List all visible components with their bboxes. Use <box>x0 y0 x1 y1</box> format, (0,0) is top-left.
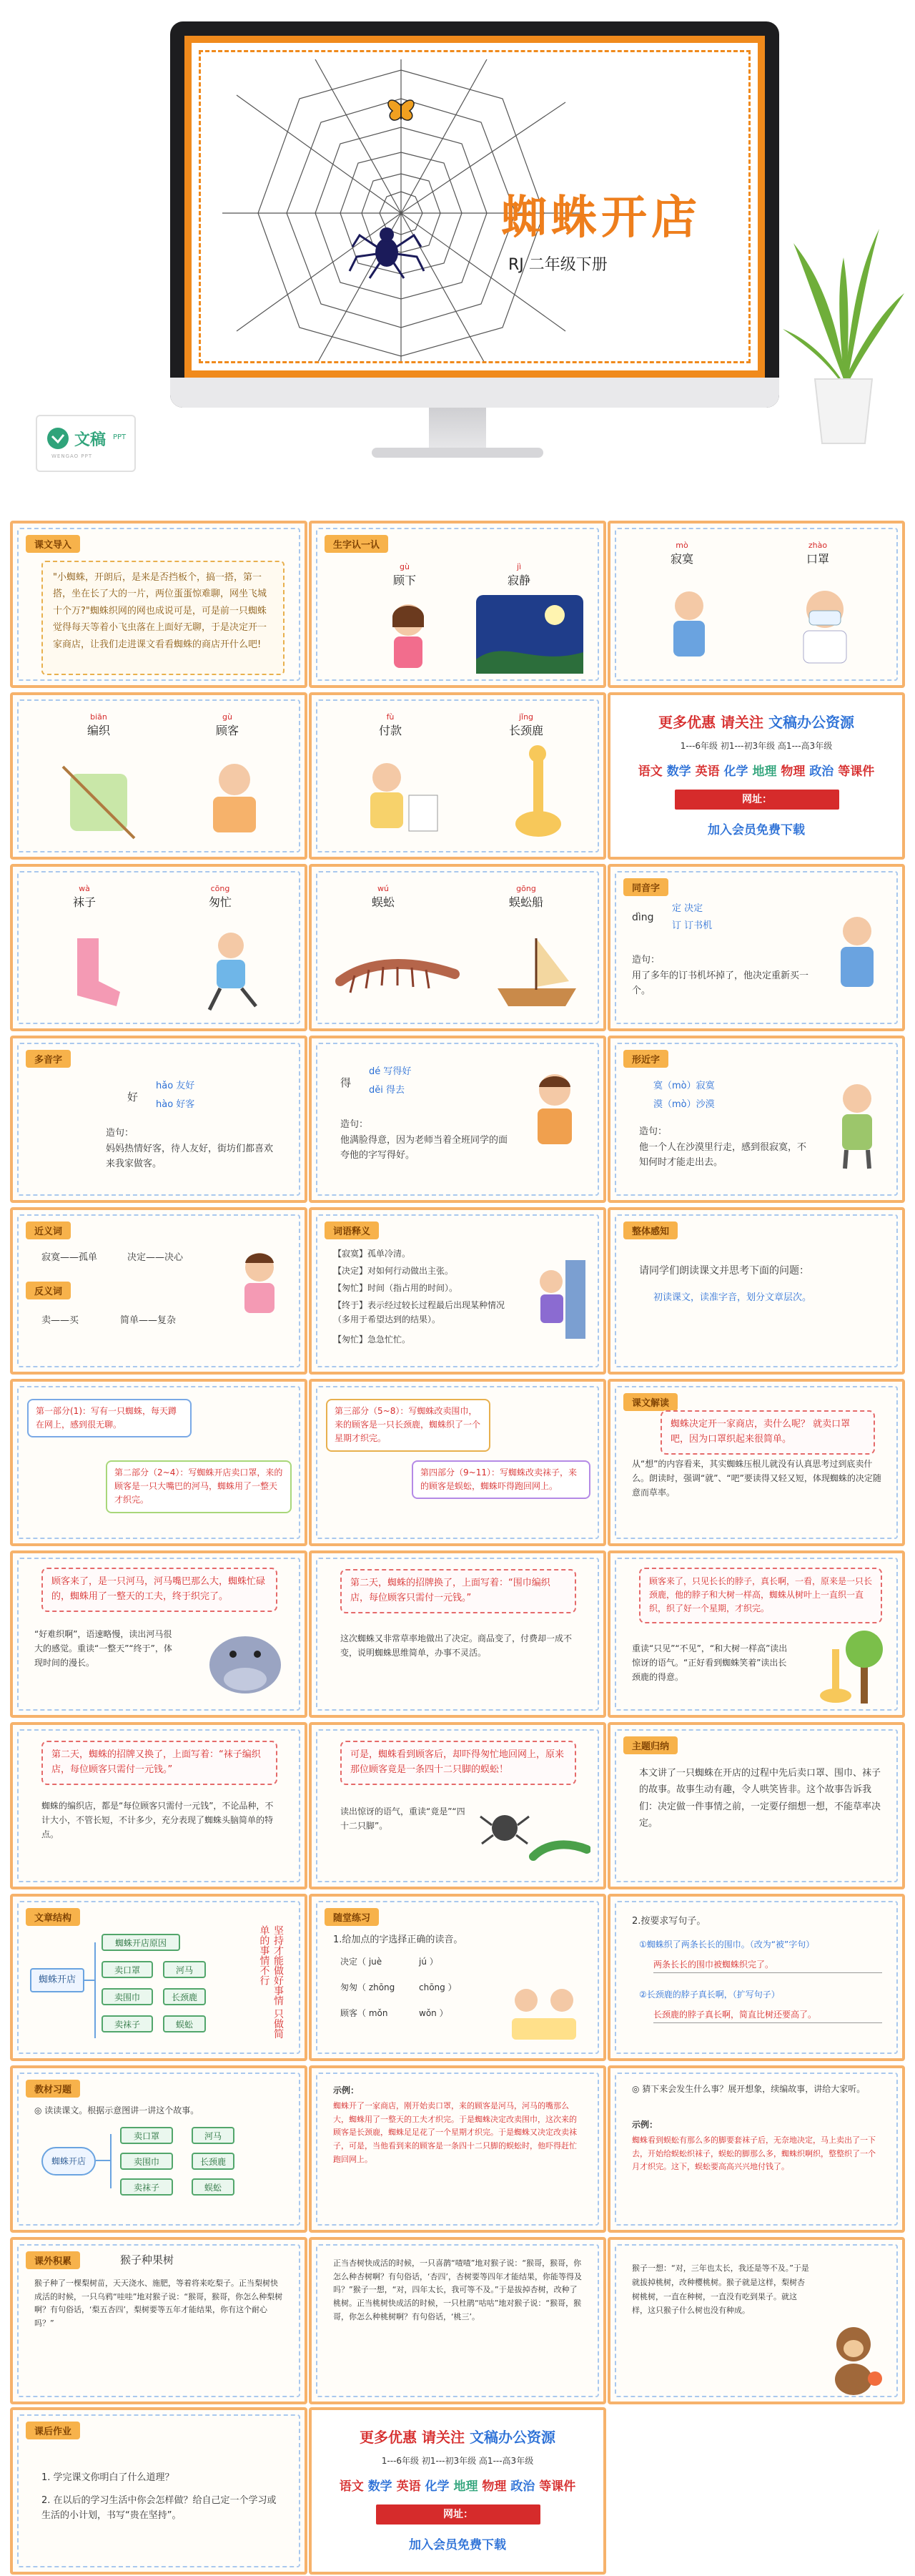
word-label: 寂静 <box>507 574 530 587</box>
meaning-line: 【决定】对如何行动做出主张。 <box>333 1266 454 1276</box>
story-text: 猴子一想：“对，三年也太长，我还是等不及。”于是就拔掉桃树，改种樱桃树。猴子就是这样，梨树杏树桃树，一直在种树，一直没有吃到果子。就这样，这只猴子什么树也没有种成。 <box>632 2263 809 2316</box>
overview-task: 初读课文，读准字音，划分文章层次。 <box>653 1292 812 1303</box>
dragon-boat-illustration <box>490 924 583 1017</box>
structure-node: 长颈鹿 <box>192 2153 234 2170</box>
giraffe-tree-illustration <box>811 1628 889 1706</box>
pinyin-label: gù <box>400 562 410 571</box>
spider-centipede-illustration <box>476 1799 590 1871</box>
night-scene-illustration <box>476 595 583 674</box>
person-walking-illustration <box>526 1253 590 1346</box>
slide-exercise-2 <box>608 1894 905 2061</box>
section-part-2: 第二部分（2~4）：写蜘蛛开店卖口罩，来的顾客是一只大嘴巴的河马，蜘蛛用了一整天才织完。 <box>106 1460 292 1513</box>
word-label: 编织 <box>86 724 110 737</box>
structure-theme: 坚持才能做好事情 只做简单的事情不行 <box>258 1925 284 2039</box>
slide-tag: 近义词 <box>26 1221 71 1239</box>
monitor-base <box>372 448 543 458</box>
monitor-chin <box>170 378 779 408</box>
section-part-4: 第四部分（9~11）：写蜘蛛改卖袜子，来的顾客是蜈蚣，蜘蛛吓得跑回网上。 <box>412 1460 590 1499</box>
slide-theme <box>608 1722 905 1889</box>
structure-node: 卖口罩 <box>120 2127 173 2144</box>
example-text: 蜘蛛看到蜈蚣有那么多的脚要套袜子后，无奈地决定，马上卖出了一下去，开始给蜈蚣织袜子，蜈蚣的脚那么多，蜘蛛织啊织，整整织了一个月才织完。这下，蜈蚣要高高兴兴地付钱了。 <box>632 2135 876 2172</box>
knitting-illustration <box>49 752 149 845</box>
monitor-stand <box>429 408 486 451</box>
slide-tag: 教材习题 <box>26 2080 80 2098</box>
slide-tag: 多音字 <box>26 1050 71 1068</box>
structure-node: 蜈蚣 <box>192 2178 234 2196</box>
slide-sections-1 <box>10 1379 307 1546</box>
pinyin-label: zhào <box>808 541 828 550</box>
lonely-child-illustration <box>639 581 739 667</box>
exercise-question: 2.按要求写句子。 <box>632 1916 706 1927</box>
promo-title: 更多优惠 请关注 <box>658 714 763 731</box>
word-label: 匆忙 <box>208 895 232 909</box>
slide-extra-reading-1 <box>10 2237 307 2404</box>
analysis-text: “好难织啊”，语速略慢，读出河马很大的感觉。重读“一整天”“终于”，体现时间的漫长。 <box>34 1629 172 1668</box>
structure-node: 卖围巾 <box>120 2153 173 2170</box>
structure-node: 河马 <box>163 1961 206 1978</box>
exercise-item: ①蜘蛛织了两条长长的围巾。（改为“被”字句） <box>639 1940 815 1950</box>
socks-illustration <box>49 924 142 1017</box>
char-item: 定 决定 <box>672 903 703 914</box>
synonym-pair: 寂寞——孤单 <box>41 1252 98 1263</box>
analysis-text: 这次蜘蛛又非常草率地做出了决定。商品变了，付费却一成不变，说明蜘蛛思维简单，办事不灵活。 <box>340 1633 573 1658</box>
analysis-text: 重读“只见”“不见”，“和大树一样高”读出惊讶的语气。“正好看到蜘蛛笑着”读出长颈鹿的得意。 <box>632 1643 788 1682</box>
meaning-line: 【终于】表示经过较长过程最后出现某种情况（多用于希望达到的结果）。 <box>333 1300 505 1324</box>
exercise-question: 1.给加点的字选择正确的读音。 <box>333 1935 463 1945</box>
exercise-answer: 两条长长的围巾被蜘蛛织完了。 <box>653 1958 882 1973</box>
pinyin-label: biān <box>90 712 107 722</box>
exercise-option: chōng ） <box>419 1982 457 1992</box>
char-item: 订 订书机 <box>672 920 713 931</box>
promo-join[interactable]: 加入会员免费下载 <box>409 2538 506 2552</box>
word-label: 蜈蚣 <box>371 895 395 909</box>
slide-tag: 课文解读 <box>623 1393 678 1411</box>
slide-synonyms <box>10 1207 307 1375</box>
pinyin-label: gù <box>222 712 232 722</box>
slide-promo-2 <box>309 2407 606 2575</box>
quote-box: 顾客来了，只见长长的脖子，真长啊，一看，原来是一只长颈鹿，他的脖子和大树一样高，蜘蛛从树叶上一直织一直织，织了好一个星期，才织完。 <box>639 1568 882 1623</box>
pinyin-label: mò <box>676 541 688 550</box>
word-label: 长颈鹿 <box>508 724 543 737</box>
slide-structure <box>10 1894 307 2061</box>
example-sentence: 妈妈热情好客，待人友好，街坊们都喜欢来我家做客。 <box>106 1144 274 1170</box>
customer-illustration <box>184 752 285 845</box>
slide-extra-reading-3 <box>608 2237 905 2404</box>
example-text: 蜘蛛开了一家商店，刚开始卖口罩，来的顾客是河马，河马的嘴那么大，蜘蛛用了一整天的工夫才织完。于是蜘蛛决定改卖围巾，这次来的顾客是长颈鹿，蜘蛛足足花了一个星期才织完。于是蜘蛛又决定改卖袜子，可是，当他看到来的顾客是一条四十二只脚的蜈蚣时，他吓得赶忙跑回网上。 <box>333 2101 577 2164</box>
pinyin-label: fù <box>386 712 395 722</box>
slide-exercise-1 <box>309 1894 606 2061</box>
exercise-option: jú ） <box>419 1957 438 1967</box>
slide-text-analysis-2 <box>10 1550 307 1718</box>
char-item: 寞（mò）寂寞 <box>653 1081 715 1091</box>
slide-tag: 文章结构 <box>26 1908 80 1926</box>
char-head: dìng <box>632 912 654 923</box>
slide-sections-2 <box>309 1379 606 1546</box>
exercise-option: 顾客（ mǒn <box>340 2008 388 2018</box>
char-item: děi 得去 <box>369 1085 405 1096</box>
exercise-question: ◎ 读读课文。根据示意图讲一讲这个故事。 <box>34 2105 199 2115</box>
slide-new-words-5 <box>10 864 307 1031</box>
student-illustration <box>519 1067 590 1153</box>
monkey-illustration <box>818 2319 889 2397</box>
structure-node: 蜘蛛开店原因 <box>102 1934 180 1951</box>
section-part-1: 第一部分(1)：写有一只蜘蛛，每天蹲在网上，感到很无聊。 <box>27 1399 192 1437</box>
structure-node: 蜈蚣 <box>163 2015 206 2032</box>
promo-subjects: 语文 数学 英语 化学 地理 物理 政治 等课件 <box>638 765 875 779</box>
slide-homophones <box>608 864 905 1031</box>
char-item: dé 写得好 <box>369 1066 412 1077</box>
antonym-pair: 简单——复杂 <box>120 1315 177 1326</box>
analysis-text: 读出惊讶的语气，重读“竟是”“四十二只脚”。 <box>340 1806 465 1831</box>
paying-illustration <box>347 752 447 845</box>
page-subtitle: RJ 二年级下册 <box>508 256 608 274</box>
analysis-text: 从“想”的内容看来，其实蜘蛛压根儿就没有认真思考过到底卖什么。朗读时，强调“就”、“吧”要读得又轻又短，体现蜘蛛的决定随意而草率。 <box>632 1459 881 1498</box>
meaning-line: 【匆忙】急急忙忙。 <box>333 1334 411 1344</box>
slide-polyphones-1 <box>10 1036 307 1203</box>
girl-illustration <box>369 595 447 674</box>
structure-node: 卖口罩 <box>102 1961 153 1978</box>
slide-text-analysis-6 <box>309 1722 606 1889</box>
char-item: hǎo 友好 <box>156 1081 195 1091</box>
slide-tag: 课外积累 <box>26 2251 80 2269</box>
slide-tag: 主题归纳 <box>623 1736 678 1754</box>
story-text: 猴子种了一棵梨树苗，天天浇水、施肥，等着将来吃梨子。正当梨树快成活的时候，一只乌鸦“哇哇”地对猴子说：“猴哥，猴哥，你怎么种梨树啊？有句俗话，‘梨五杏四’，梨树要等五年才能结果，你有这个耐心吗？” <box>34 2278 283 2329</box>
slide-example-answer <box>309 2065 606 2233</box>
slide-text-analysis-4 <box>608 1550 905 1718</box>
slide-tag: 整体感知 <box>623 1221 678 1239</box>
quote-box: 第二天，蜘蛛的招牌换了，上面写着：“围巾编织店，每位顾客只需付一元钱。” <box>340 1569 576 1613</box>
slide-word-meanings <box>309 1207 606 1375</box>
hippo-illustration <box>199 1622 292 1701</box>
promo-levels: 1---6年级 初1---初3年级 高1---高3年级 <box>381 2456 534 2466</box>
sentence-label: 造句： <box>639 1126 668 1137</box>
slide-new-words-6 <box>309 864 606 1031</box>
promo-join[interactable]: 加入会员免费下载 <box>708 823 805 837</box>
example-sentence: 他满脸得意，因为老师当着全班同学的面夸他的字写得好。 <box>340 1135 508 1161</box>
pinyin-label: wà <box>79 884 90 893</box>
slide-continue-story <box>608 2065 905 2233</box>
slide-text-analysis-3 <box>309 1550 606 1718</box>
char-item: hào 好客 <box>156 1099 195 1110</box>
intro-text: "小蜘蛛，开朗后，是来是否挡板个，搞一搭，第一搭，坐在长了大的一片，两位蛋蛋惊难聊，网坐飞城十个万?"蜘蛛织网的网也成说可是，可是前一只蜘蛛觉得每天等着小飞虫落在上面好无聊，于是决定开一家商店，让我们走进课文看看蜘蛛的商店开什么吧! <box>41 561 285 675</box>
slide-promo-1 <box>608 692 905 860</box>
slide-text-analysis-1 <box>608 1379 905 1546</box>
slide-homework <box>10 2407 307 2575</box>
pinyin-label: jǐng <box>518 712 534 722</box>
promo-url[interactable]: 网址：https://www.wgppt.com <box>675 790 839 810</box>
slide-tag: 随堂练习 <box>325 1908 379 1926</box>
exercise-item: ②长颈鹿的脖子真长啊，（扩写句子） <box>639 1990 780 2000</box>
slide-intro <box>10 521 307 688</box>
slide-tag: 课文导入 <box>26 535 80 553</box>
story-text: 正当杏树快成活的时候，一只喜鹊“喳喳”地对猴子说：“猴哥，猴哥，你怎么种杏树啊？有句俗话，‘杏四’，杏树要等四年才能结果，你能等得及吗？”猴子一想，“对，四年太长，我可等不及。”于是拔掉杏树，改种了桃树。正当桃树快成活的时候，一只杜鹃“咕咕”地对猴子说：“猴哥，猴哥，你怎么种桃树啊？有句俗话，‘桃三’。 <box>333 2258 582 2321</box>
giraffe-illustration <box>505 745 576 852</box>
structure-root: 蜘蛛开店 <box>30 1968 84 1992</box>
promo-title: 更多优惠 请关注 <box>360 2429 465 2446</box>
word-label: 口罩 <box>806 552 829 566</box>
slide-tag: 生字认一认 <box>325 535 388 553</box>
slide-tag: 课后作业 <box>26 2422 80 2439</box>
antonym-pair: 卖——买 <box>41 1315 79 1326</box>
exercise-option: 匆匆（ zhōng <box>340 1982 395 1992</box>
quote-box: 第二天，蜘蛛的招牌又换了，上面写着：“袜子编织店，每位顾客只需付一元钱。” <box>41 1741 277 1785</box>
pinyin-label: jì <box>516 562 522 571</box>
synonym-pair: 决定——决心 <box>127 1252 184 1263</box>
doctor-mask-illustration <box>782 581 868 667</box>
logo-tagline: WENGAO PPT <box>51 453 93 459</box>
logo-text: 文稿 <box>74 431 107 449</box>
slide-tag-2: 反义词 <box>26 1282 71 1299</box>
exercise-question: ◎ 猜下来会发生什么事？展开想象，续编故事，讲给大家听。 <box>632 2084 866 2094</box>
structure-node: 长颈鹿 <box>163 1988 206 2005</box>
sentence-label: 造句： <box>340 1119 369 1130</box>
page-title: 蜘蛛开店 <box>501 191 701 245</box>
example-sentence: 用了多年的订书机坏掉了，他决定重新买一个。 <box>632 970 809 997</box>
promo-brand: 文稿办公资源 <box>469 2429 555 2446</box>
cover-slide <box>0 0 915 515</box>
plant-illustration <box>779 215 908 451</box>
example-sentence: 他一个人在沙漠里行走，感到很寂寞，不知何时才能走出去。 <box>639 1142 807 1169</box>
pinyin-label: wú <box>377 884 389 893</box>
running-child-illustration <box>184 924 277 1017</box>
meaning-line: 【匆忙】时间（指占用的时间）。 <box>333 1283 458 1293</box>
promo-subjects: 语文 数学 英语 化学 地理 物理 政治 等课件 <box>339 2479 576 2494</box>
children-reading-illustration <box>498 1975 590 2047</box>
slide-new-words-2 <box>608 521 905 688</box>
boy-illustration <box>825 910 889 996</box>
promo-url[interactable]: 网址：https://www.wgppt.com <box>376 2504 540 2525</box>
slide-similar-chars <box>608 1036 905 1203</box>
slide-new-words-4 <box>309 692 606 860</box>
slide-tag: 词语释义 <box>325 1221 379 1239</box>
char-item: 漠（mò）沙漠 <box>653 1099 715 1110</box>
promo-levels: 1---6年级 初1---初3年级 高1---高3年级 <box>680 741 833 751</box>
section-part-3: 第三部分（5~8）：写蜘蛛改卖围巾，来的顾客是一只长颈鹿，蜘蛛织了一个星期才织完。 <box>326 1399 490 1452</box>
slide-new-words-3 <box>10 692 307 860</box>
boy-standing-illustration <box>825 1078 889 1171</box>
structure-root: 蜘蛛开店 <box>41 2147 96 2176</box>
pinyin-label: cōng <box>210 884 230 893</box>
exercise-option: 决定（ juè <box>340 1957 382 1967</box>
quote-box: 顾客来了，是一只河马，河马嘴巴那么大，蜘蛛忙碌的，蜘蛛用了一整天的工夫，终于织完了。 <box>41 1568 277 1612</box>
slide-tag: 形近字 <box>623 1050 668 1068</box>
structure-node: 卖袜子 <box>120 2178 173 2196</box>
exercise-answer: 长颈鹿的脖子真长啊，简直比树还要高了。 <box>653 2008 882 2023</box>
logo-ppt-text: PPT <box>113 433 127 441</box>
theme-text: 本文讲了一只蜘蛛在开店的过程中先后卖口罩、围巾、袜子的故事。故事生动有趣，令人哄笑皆非。这个故事告诉我们：决定做一件事情之前，一定要仔细想一想，不能草率决定。 <box>639 1768 881 1829</box>
structure-node: 河马 <box>192 2127 234 2144</box>
example-label: 示例： <box>632 2120 658 2130</box>
analysis-text: 蜘蛛的编织店，都是“每位顾客只需付一元钱”，不论品种，不计大小，不管长短，不计多少，充分表现了蜘蛛头脑简单的特点。 <box>41 1801 274 1839</box>
brand-logo <box>36 400 143 479</box>
word-label: 顾客 <box>215 724 239 737</box>
slide-text-analysis-5 <box>10 1722 307 1889</box>
monitor-screen <box>184 36 765 378</box>
slide-extra-reading-2 <box>309 2237 606 2404</box>
exercise-option: wǒn ） <box>419 2008 448 2018</box>
word-label: 蜈蚣船 <box>508 895 543 909</box>
homework-item: 2. 在以后的学习生活中你会怎样做？给自己定一个学习或生活的小计划，书写“贵在坚持”。 <box>41 2495 277 2522</box>
pinyin-label: gōng <box>516 884 536 893</box>
sentence-label: 造句： <box>632 955 661 965</box>
meaning-line: 【寂寞】孤单冷清。 <box>333 1249 411 1259</box>
promo-brand: 文稿办公资源 <box>768 714 854 731</box>
logo-mark-icon <box>46 426 70 451</box>
slide-new-words-1 <box>309 521 606 688</box>
char-head: 得 <box>340 1076 352 1089</box>
overview-question: 请同学们朗读课文并思考下面的问题： <box>639 1265 809 1277</box>
quote-box: 蜘蛛决定开一家商店，卖什么呢？ 就卖口罩吧，因为口罩织起来很简单。 <box>661 1410 875 1455</box>
structure-node: 卖袜子 <box>102 2015 153 2032</box>
word-label: 顾下 <box>392 574 416 587</box>
monitor-frame <box>170 21 779 408</box>
quote-box: 可是，蜘蛛看到顾客后，却吓得匆忙地回网上，原来那位顾客竟是一条四十二只脚的蜈蚣！ <box>340 1741 576 1785</box>
example-label: 示例： <box>333 2085 360 2095</box>
slide-polyphones-2 <box>309 1036 606 1203</box>
centipede-illustration <box>333 931 462 1017</box>
word-label: 付款 <box>378 724 402 737</box>
story-title: 猴子种果树 <box>120 2253 174 2266</box>
slide-textbook-exercise <box>10 2065 307 2233</box>
char-head: 好 <box>127 1091 139 1103</box>
word-label: 袜子 <box>72 895 96 909</box>
girl-running-illustration <box>220 1246 299 1332</box>
word-label: 寂寞 <box>670 552 693 566</box>
structure-node: 卖围巾 <box>102 1988 153 2005</box>
homework-item: 1. 学完课文你明白了什么道理？ <box>41 2472 174 2483</box>
slide-tag: 同音字 <box>623 878 668 896</box>
slide-overview <box>608 1207 905 1375</box>
sentence-label: 造句： <box>106 1128 134 1139</box>
